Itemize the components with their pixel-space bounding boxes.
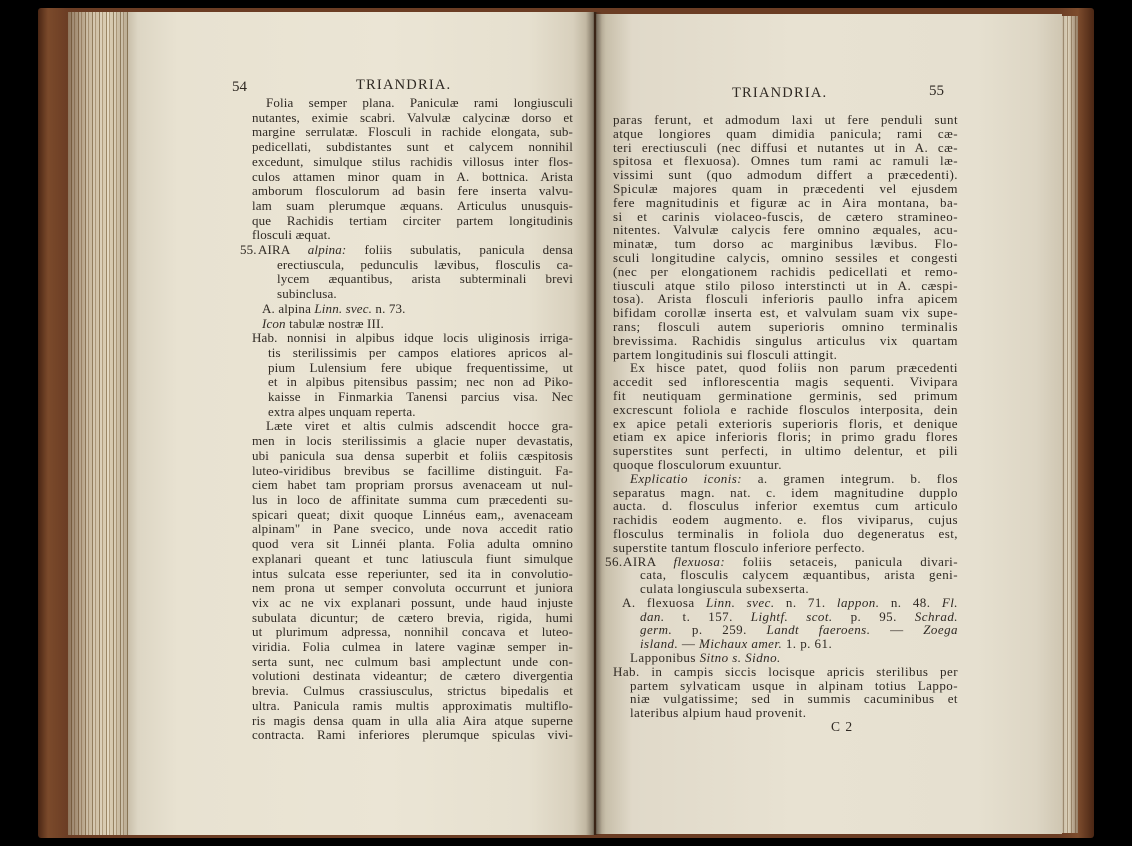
- text-line: [613, 430, 958, 444]
- line-text: et in alpibus pitensibus passim; nec non ad Piko-: [268, 374, 573, 390]
- italic-text: Schrad.: [914, 608, 959, 624]
- text-line: [252, 449, 573, 464]
- line-text: AIRA: [258, 242, 308, 258]
- line-text: contracta. Rami inferiores plerumque spiculas vivi-: [252, 727, 573, 743]
- text-line: [252, 287, 573, 302]
- line-text: kaisse in Finmarkia Tanensi parcius visa. Nec: [268, 389, 573, 405]
- line-text: tis sterilissimis per campos elatiores apricos al-: [268, 344, 573, 360]
- line-text: partem longitudinis sui flosculi attingit.: [613, 346, 838, 362]
- text-line: [613, 154, 958, 168]
- line-text: margine serrulatæ. Flosculi in rachide elongata, sub-: [252, 124, 573, 140]
- text-line: [252, 640, 573, 655]
- text-line: [252, 140, 573, 155]
- line-text: flosculus terminalis in foliola duo degeneratus est,: [613, 525, 958, 541]
- line-text: —: [678, 636, 700, 652]
- text-line: [252, 361, 573, 376]
- line-text: pium Lulensium fere ubique frequentissime, ut: [268, 359, 573, 375]
- italic-text: Fl.: [941, 594, 958, 610]
- line-text: flosculi æquat.: [252, 227, 331, 243]
- text-line: [252, 508, 573, 523]
- line-text: subinclusa.: [277, 286, 337, 302]
- text-line: [252, 199, 573, 214]
- right-page-edges: [1060, 16, 1078, 833]
- line-text: si et carinis violaceo-fuscis, de cætero stramineo-: [613, 208, 958, 224]
- line-text: ex apice petali exterioris superioris floris, et denique: [613, 415, 958, 431]
- synonymy-paragraph: [613, 596, 958, 651]
- line-text: etiam ex apice inferioris floris; in primo gradu flores: [613, 429, 958, 445]
- line-text: superstites sunt perfecti, in ultimo delentur, et pili: [613, 443, 958, 459]
- text-line: [252, 493, 573, 508]
- text-line: [252, 552, 573, 567]
- line-text: culos attamen minor quam in A. bottnica. Arista: [252, 168, 573, 184]
- text-line: [613, 679, 958, 693]
- line-text: ut plurimum adpressa, nonnihil concava et luteo-: [252, 624, 573, 640]
- text-line: [252, 699, 573, 714]
- line-text: aucta. d. flosculus inferior exemtus cum articulo: [613, 498, 958, 514]
- line-text: —: [870, 622, 924, 638]
- line-text: separatus magn. nat. c. idem magnitudine dupplo: [613, 484, 958, 500]
- text-line: [613, 582, 958, 596]
- italic-text: Linn. svec.: [705, 594, 775, 610]
- text-line: [252, 390, 573, 405]
- line-text: excedunt, simulque stilus rachidis villosus inter flos-: [252, 153, 573, 169]
- text-line: [252, 596, 573, 611]
- cont-paragraph: [613, 113, 958, 361]
- text-line: [613, 251, 958, 265]
- line-text: volutioni destinata videantur; de cætero divergentia: [252, 668, 573, 684]
- text-paragraph: [252, 419, 573, 742]
- signature-mark: C 2: [831, 719, 854, 734]
- line-text: nitentes. Valvulæ calycis fere omnino æquales, acu-: [613, 222, 958, 238]
- text-line: [613, 141, 958, 155]
- line-text: amborum flosculorum ad basin fere inserta valvu-: [252, 183, 573, 199]
- text-line: [252, 464, 573, 479]
- species-paragraph: [605, 553, 958, 597]
- italic-text: flexuosa:: [673, 553, 726, 569]
- line-text: excrescunt foliola e rachide flosculos interposita, dein: [613, 401, 958, 417]
- line-text: ultra. Panicula ramis multis approximatis multiflo-: [252, 697, 573, 713]
- right-running-head: TRIANDRIA.: [732, 85, 828, 101]
- italic-text: Linn. svec.: [314, 300, 373, 316]
- line-text: lam suam plerumque æquans. Articulus unusquis-: [252, 197, 573, 213]
- italic-text: Icon: [262, 315, 286, 331]
- line-text: tabulæ nostræ III.: [285, 315, 384, 331]
- text-line: [252, 346, 573, 361]
- text-line: [613, 499, 958, 513]
- text-line: [613, 444, 958, 458]
- line-text: spicari queat; dixit quoque Linnéus eam,, avenaceam: [252, 506, 573, 522]
- line-text: A. alpina: [262, 300, 315, 316]
- species-number: 56.: [605, 553, 623, 569]
- text-line: [613, 692, 958, 706]
- text-line: [613, 486, 958, 500]
- line-text: Lapponibus: [630, 650, 700, 666]
- line-text: pedicellati, subdistantes sunt et calycem nonnihil: [252, 139, 573, 155]
- line-text: p. 95.: [832, 608, 915, 624]
- text-line: [252, 405, 573, 420]
- text-line: [613, 223, 958, 237]
- text-line: [613, 541, 958, 555]
- line-text: foliis subulatis, panicula densa: [346, 242, 574, 258]
- italic-text: Explicatio iconis:: [630, 470, 743, 486]
- text-line: [613, 513, 958, 527]
- line-text: rans; flosculi autem superioris omnino terminalis: [613, 318, 958, 334]
- right-page-text: [605, 112, 959, 721]
- text-line: [613, 417, 958, 431]
- line-text: ubi panicula sua densa superbit et foliis cæspitosis: [252, 447, 573, 463]
- text-line: [252, 669, 573, 684]
- text-line: [613, 320, 958, 334]
- line-text: niæ vulgatissime; sed in summis cacuminibus et: [630, 691, 958, 707]
- line-text: culata longiuscula subexserta.: [640, 581, 810, 597]
- text-line: [252, 302, 573, 317]
- line-text: Læte viret et altis culmis adscendit hocce gra-: [266, 418, 573, 434]
- line-text: intus sulcata esse reperiunter, sed ita in convolutio-: [252, 565, 573, 581]
- text-line: [252, 625, 573, 640]
- line-text: partem sylvaticam usque in alpinam totius Lappo-: [630, 677, 958, 693]
- line-text: ciem habet tam propriam prorsus avenaceam ut nul-: [252, 477, 573, 493]
- line-text: vix ac ne vix explanari possunt, unde haud injuste: [252, 594, 573, 610]
- italic-text: Lightf. scot.: [750, 608, 833, 624]
- line-text: accedit sed inflorescentia magis sequenti. Vivipara: [613, 374, 958, 390]
- italic-text: Michaux amer.: [699, 636, 783, 652]
- right-page-number: 55: [929, 83, 944, 99]
- line-text: n. 71.: [774, 594, 837, 610]
- line-text: AIRA: [623, 553, 674, 569]
- line-text: alpinam" in Pane svecico, unde nova accedit ratio: [252, 521, 573, 537]
- text-line: [613, 637, 958, 651]
- line-text: fit neutiquam germinatione germinis, sed primum: [613, 387, 958, 403]
- line-text: lateribus alpium haud provenit.: [630, 705, 807, 721]
- italic-text: Zoega: [923, 622, 958, 638]
- text-paragraph: [613, 472, 958, 555]
- line-text: quoque flosculorum exuuntur.: [613, 456, 782, 472]
- text-line: [252, 611, 573, 626]
- line-text: p. 259.: [672, 622, 767, 638]
- italic-text: germ.: [640, 622, 673, 638]
- text-line: [240, 242, 574, 258]
- text-line: [613, 168, 958, 182]
- line-text: lus in loco de affinitate summa cum præcedenti su-: [252, 491, 573, 507]
- line-text: n. 73.: [372, 300, 406, 316]
- text-line: [252, 111, 573, 126]
- text-line: [613, 210, 958, 224]
- left-page-edges: [68, 12, 132, 835]
- text-line: [252, 228, 573, 243]
- line-text: serta sunt, nec culmum basi amplectunt unde con-: [252, 653, 573, 669]
- line-text: explanari queant et tunc latiuscula fiunt simulque: [252, 550, 573, 566]
- text-line: [252, 375, 573, 390]
- line-text: a. gramen integrum. b. flos: [742, 470, 958, 486]
- line-text: sculi longitudine calycis, omnino sessiles et congesti: [613, 249, 958, 265]
- line-text: superstite tantum flosculo inferiore perfecto.: [613, 539, 866, 555]
- left-page-text: [240, 95, 574, 743]
- text-line: [252, 125, 573, 140]
- book-gutter: [586, 12, 602, 835]
- italic-text: dan.: [640, 608, 665, 624]
- text-line: [613, 265, 958, 279]
- line-text: atque longiores quam dimidia panicula; rami cæ-: [613, 125, 958, 141]
- line-text: extra alpes unquam reperta.: [268, 403, 416, 419]
- left-page-number: 54: [232, 79, 247, 95]
- line-text: lycem æquantibus, arista subterminali brevi: [277, 271, 573, 287]
- text-line: [252, 170, 573, 185]
- text-line: [252, 522, 573, 537]
- text-line: [252, 155, 573, 170]
- left-running-head: TRIANDRIA.: [356, 77, 452, 93]
- habitat-paragraph: [252, 331, 573, 419]
- line-text: luteo-viridibus brevibus se facillime distinguit. Fa-: [252, 462, 573, 478]
- text-line: [613, 196, 958, 210]
- italic-text: alpina:: [307, 242, 347, 258]
- line-text: (nec per elongationem rachidis pedicellati et remo-: [613, 263, 958, 279]
- text-line: [613, 706, 958, 720]
- line-text: Folia semper plana. Paniculæ rami longiusculi: [266, 95, 573, 110]
- text-paragraph: [252, 96, 573, 243]
- text-line: [613, 665, 958, 679]
- text-line: [252, 567, 573, 582]
- line-text: viridia. Folia culmea in latere vaginæ semper in-: [252, 639, 573, 655]
- line-text: subulata dicuntur; de cætero brevia, rigida, humi: [252, 609, 573, 625]
- text-line: [613, 472, 958, 486]
- text-line: [613, 127, 958, 141]
- text-line: [252, 184, 573, 199]
- line-text: spitosa et flexuosa). Omnes tum rami ac ramuli læ-: [613, 153, 958, 169]
- line-text: Hab. in campis siccis locisque apricis sterilibus per: [613, 663, 958, 679]
- line-text: 1. p. 61.: [782, 636, 833, 652]
- text-line: [252, 258, 573, 273]
- species-number: 55.: [240, 242, 257, 258]
- line-text: fere magnitudinis et figuræ ac in Aira montana, ba-: [613, 194, 958, 210]
- text-line: [613, 182, 958, 196]
- text-line: [605, 553, 958, 569]
- line-text: rachidis eodem augmento. e. flos viviparus, cujus: [613, 512, 958, 528]
- text-line: [252, 419, 573, 434]
- text-line: [613, 361, 958, 375]
- italic-text: lappon.: [836, 594, 880, 610]
- text-line: [613, 113, 958, 127]
- line-text: bifidam corollæ inserta est, et valvulam suam vix supe-: [613, 305, 958, 321]
- line-text: quod vera sit Linnéi planta. Folia adulta omnino: [252, 536, 573, 552]
- line-text: n. 48.: [879, 594, 942, 610]
- text-line: [613, 237, 958, 251]
- text-line: [613, 568, 958, 582]
- line-text: paras ferunt, et admodum laxi ut fere penduli sunt: [613, 112, 958, 127]
- text-line: [252, 478, 573, 493]
- line-text: Ex hisce patet, quod foliis non parum præcedenti: [630, 360, 958, 376]
- text-line: [613, 623, 958, 637]
- text-line: [252, 96, 573, 111]
- line-text: tiusculi atque stilo piloso interstincti ut in A. cæspi-: [613, 277, 958, 293]
- text-paragraph: [613, 651, 958, 665]
- text-line: [252, 714, 573, 729]
- synonymy-paragraph: [252, 302, 573, 317]
- text-line: [613, 375, 958, 389]
- text-line: [252, 331, 573, 346]
- line-text: brevissima. Rachidis singulus articulus vix quartam: [613, 332, 958, 348]
- text-line: [613, 334, 958, 348]
- text-line: [613, 651, 958, 665]
- text-line: [613, 279, 958, 293]
- synonymy-paragraph: [252, 317, 573, 332]
- text-line: [252, 728, 573, 743]
- text-line: [252, 581, 573, 596]
- text-paragraph: [613, 361, 958, 471]
- text-line: [252, 317, 573, 332]
- line-text: nem prona ut semper convoluta occurrunt et juniora: [252, 580, 573, 596]
- text-line: [613, 292, 958, 306]
- line-text: que Rachidis tertiam circiter partem longitudinis: [252, 212, 573, 228]
- line-text: t. 157.: [664, 608, 751, 624]
- line-text: minatæ, tum dorso ac marginibus lævibus. Flo-: [613, 236, 958, 252]
- text-line: [252, 214, 573, 229]
- line-text: Hab. nonnisi in alpibus idque locis uliginosis irriga-: [252, 330, 573, 346]
- line-text: men in locis sterilissimis a glacie nuper devastatis,: [252, 433, 573, 449]
- line-text: teri erectiusculi (nec diffusi et nutantes ut in A. cæ-: [613, 139, 958, 155]
- line-text: nutantes, eximie scabri. Valvulæ calycinæ dorso et: [252, 109, 573, 125]
- text-line: [613, 403, 958, 417]
- text-line: [252, 434, 573, 449]
- text-line: [252, 272, 573, 287]
- italic-text: island.: [640, 636, 679, 652]
- text-line: [613, 389, 958, 403]
- italic-text: Sitno s. Sidno.: [699, 650, 781, 666]
- text-line: [252, 537, 573, 552]
- text-line: [613, 527, 958, 541]
- text-line: [613, 348, 958, 362]
- line-text: ris magis densa quam in ulla alia Aira atque superne: [252, 712, 573, 728]
- line-text: tosa). Arista flosculi inferioris paullo infra apicem: [613, 291, 958, 307]
- text-line: [613, 596, 958, 610]
- line-text: cata, flosculis calycem æquantibus, arista geni-: [640, 567, 958, 583]
- line-text: erectiuscula, pedunculis lævibus, flosculis ca-: [277, 256, 573, 272]
- line-text: A. flexuosa: [622, 594, 706, 610]
- text-line: [613, 458, 958, 472]
- line-text: foliis setaceis, panicula divari-: [725, 553, 958, 569]
- text-line: [613, 306, 958, 320]
- species-paragraph: [240, 242, 574, 302]
- text-line: [252, 684, 573, 699]
- italic-text: Landt faeroens.: [766, 622, 871, 638]
- line-text: vissimi sunt (quo admodum differt a præcedenti).: [613, 167, 958, 183]
- text-line: [613, 610, 958, 624]
- text-line: [252, 655, 573, 670]
- line-text: brevia. Culmus crassiusculus, strictus bipedalis et: [252, 683, 573, 699]
- habitat-paragraph: [613, 665, 958, 720]
- line-text: Spiculæ majores quam in præcedenti vel ejusdem: [613, 180, 958, 196]
